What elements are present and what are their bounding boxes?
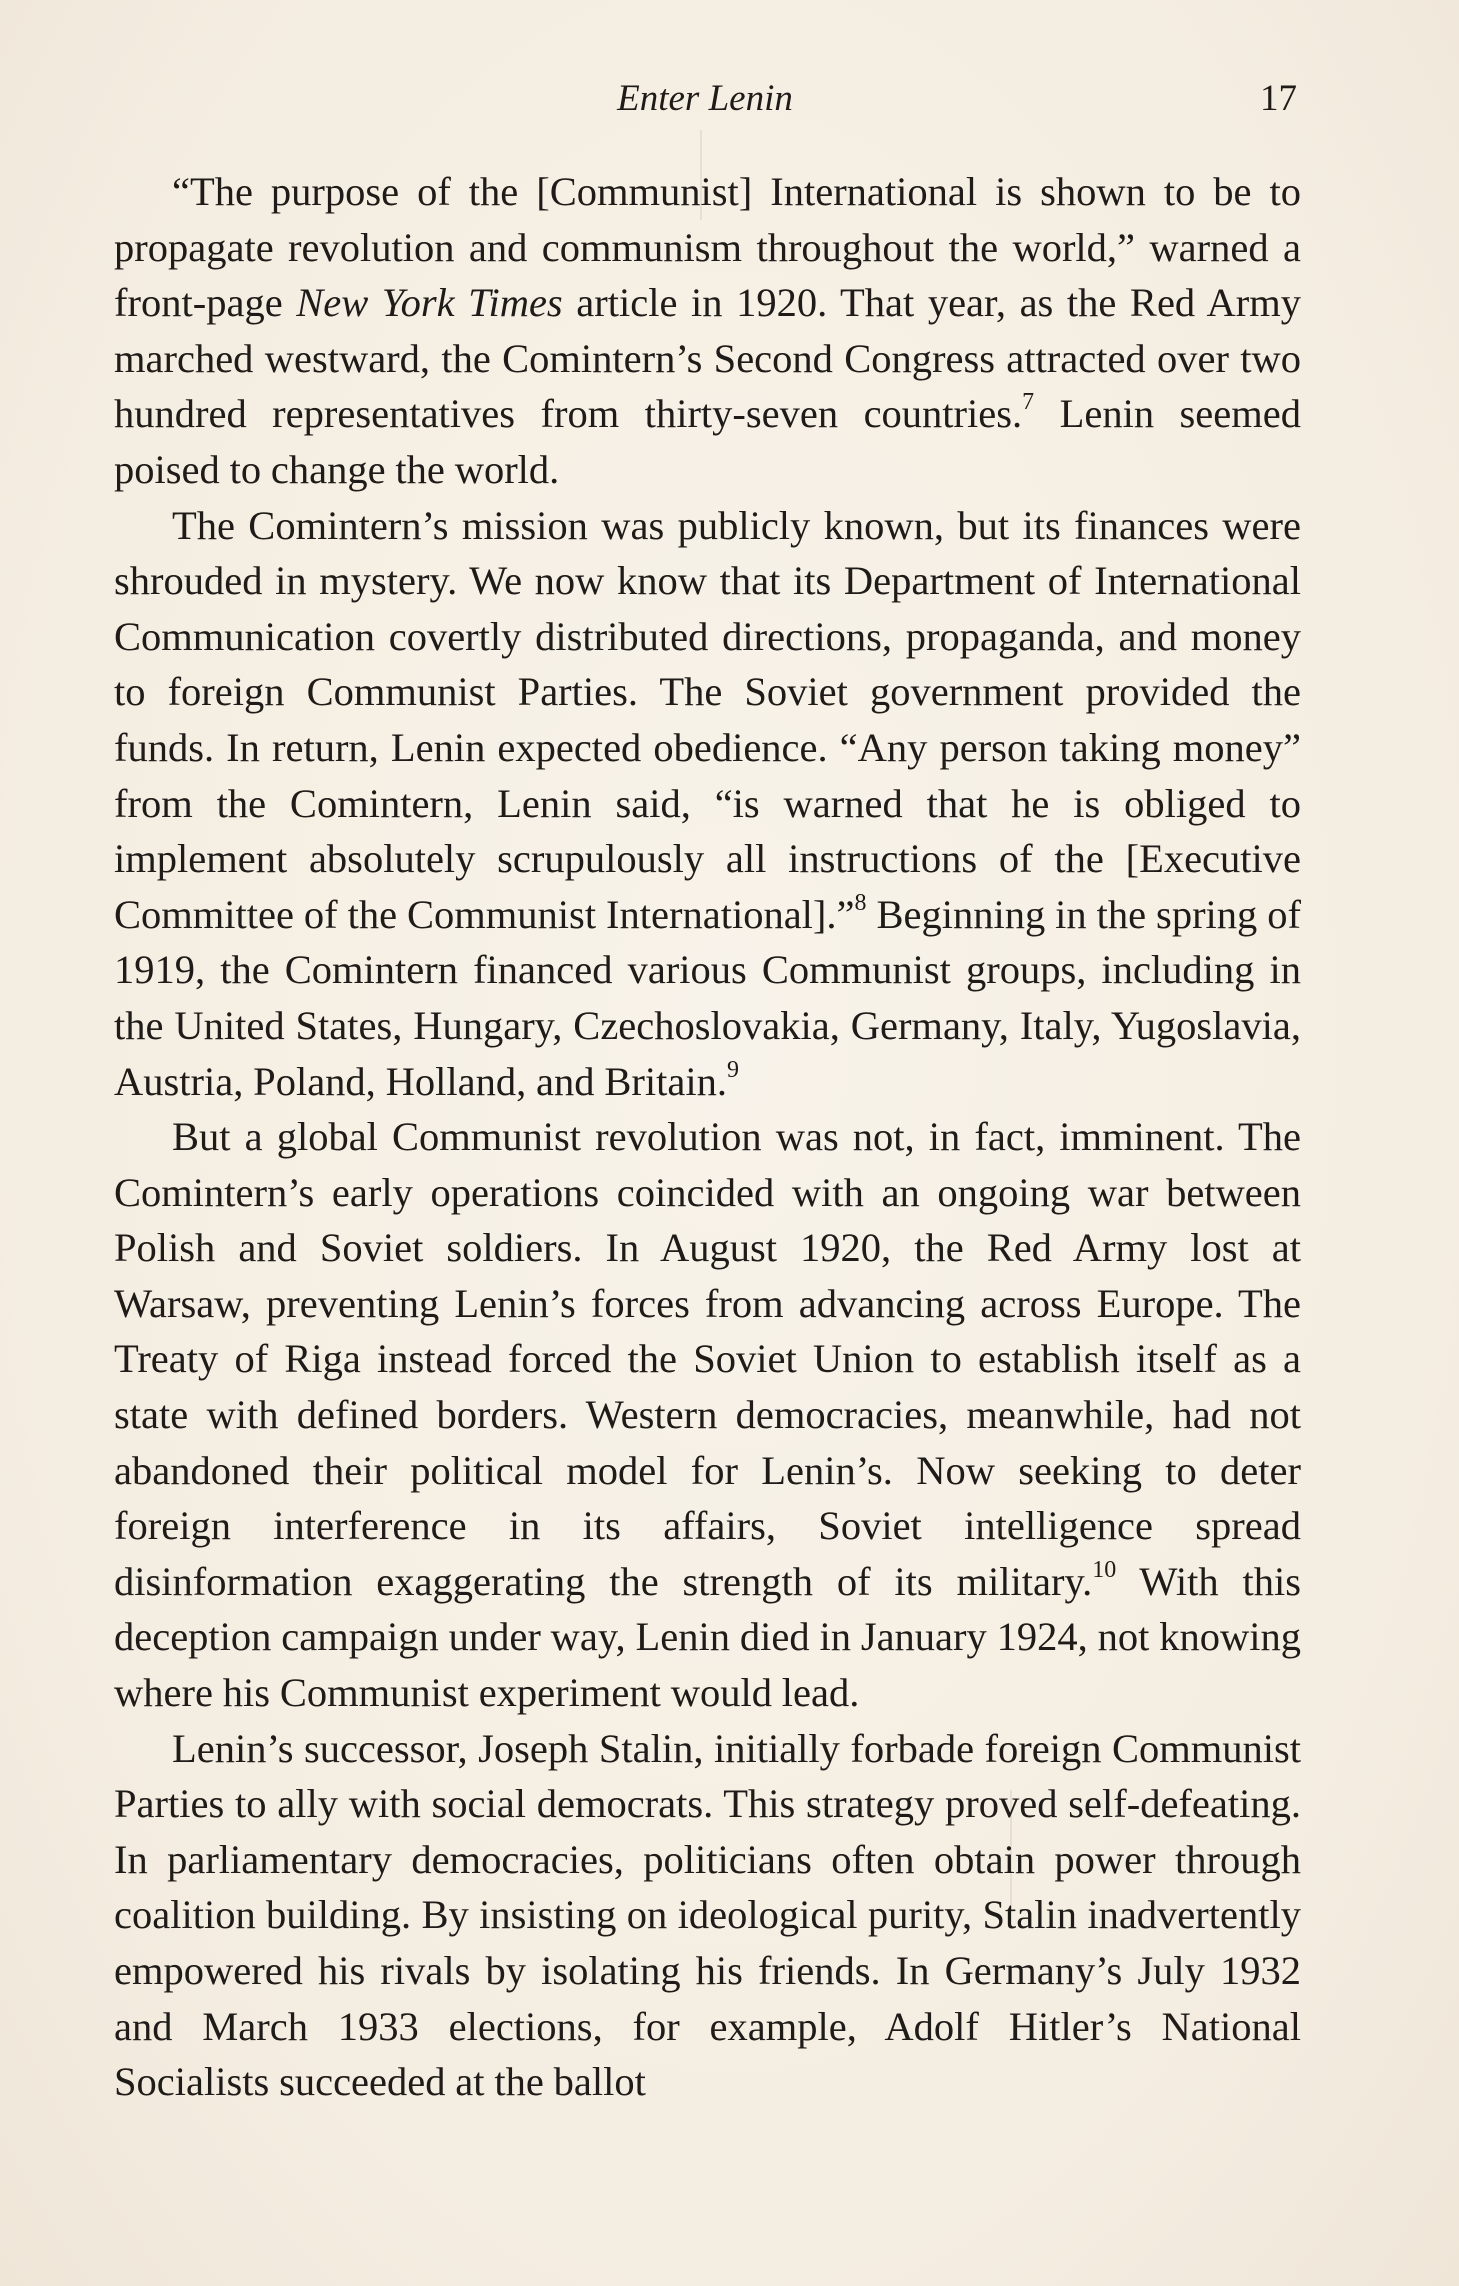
footnote-ref: 10 [1092, 1556, 1117, 1583]
footnote-ref: 7 [1022, 389, 1035, 416]
footnote-ref: 9 [726, 1056, 739, 1083]
paragraph [114, 164, 1301, 498]
body-text [114, 164, 1301, 2110]
text-run: But a global Communist revolution was not, in fact, imminent. The Comintern’s early operations coincided with an ongoing war between Polish and Soviet soldiers. In August 1920, the Red Army lost at Warsaw, preventing Lenin’s forces from advancing across Europe. The Treaty of Riga instead forced the Soviet Union to establish itself as a state with defined borders. Western democracies, meanwhile, had not abandoned their political model for Lenin’s. Now seeking to deter foreign interference in its affairs, Soviet intelligence spread disinformation exaggerating the strength of its military. [114, 1114, 1301, 1604]
publication-title: New York Times [296, 280, 563, 326]
paragraph [114, 498, 1301, 1110]
running-head [0, 74, 1459, 124]
footnote-ref: 8 [854, 889, 867, 916]
text-run: The Comintern’s mission was publicly known, but its finances were shrouded in mystery. We now know that its Department of International Communication covertly distributed directions, propaganda, and money to foreign Communist Parties. The Soviet government provided the funds. In return, Lenin expected obedience. “Any person taking money” from the Comintern, Lenin said, “is warned that he is obliged to implement absolutely scrupulously all instructions of the [Executive Committee of the Communist International].” [114, 502, 1301, 937]
paragraph [114, 1721, 1301, 2110]
text-run: “The purpose of the [Communist] International is shown to be to propagate revolution and communism throughout the world,” warned a front-page [114, 169, 1301, 326]
text-run: Beginning in the spring of 1919, the Comintern financed various Communist groups, including in the United States, Hungary, Czechoslovakia, Germany, Italy, Yugoslavia, Austria, Poland, Holland, and Britain. [114, 891, 1301, 1104]
chapter-title: Enter Lenin [617, 78, 793, 119]
text-run: Lenin seemed poised to change the world. [114, 391, 1301, 492]
text-run: Lenin’s successor, Joseph Stalin, initially forbade foreign Communist Parties to ally with social democrats. This strategy proved self-defeating. In parliamentary democracies, politicians often obtain power through coalition building. By insisting on ideological purity, Stalin inadvertently empowered his rivals by isolating his friends. In Germany’s July 1932 and March 1933 elections, for example, Adolf Hitler’s National Socialists succeeded at the ballot [114, 1725, 1301, 2105]
text-run: article in 1920. That year, as the Red Army marched westward, the Comintern’s Second Congress attracted over two hundred representatives from thirty-seven countries. [114, 280, 1301, 437]
text-run: With this deception campaign under way, Lenin died in January 1924, not knowing where his Communist experiment would lead. [114, 1558, 1301, 1716]
page-number: 17 [1260, 78, 1297, 119]
paragraph [114, 1109, 1301, 1721]
